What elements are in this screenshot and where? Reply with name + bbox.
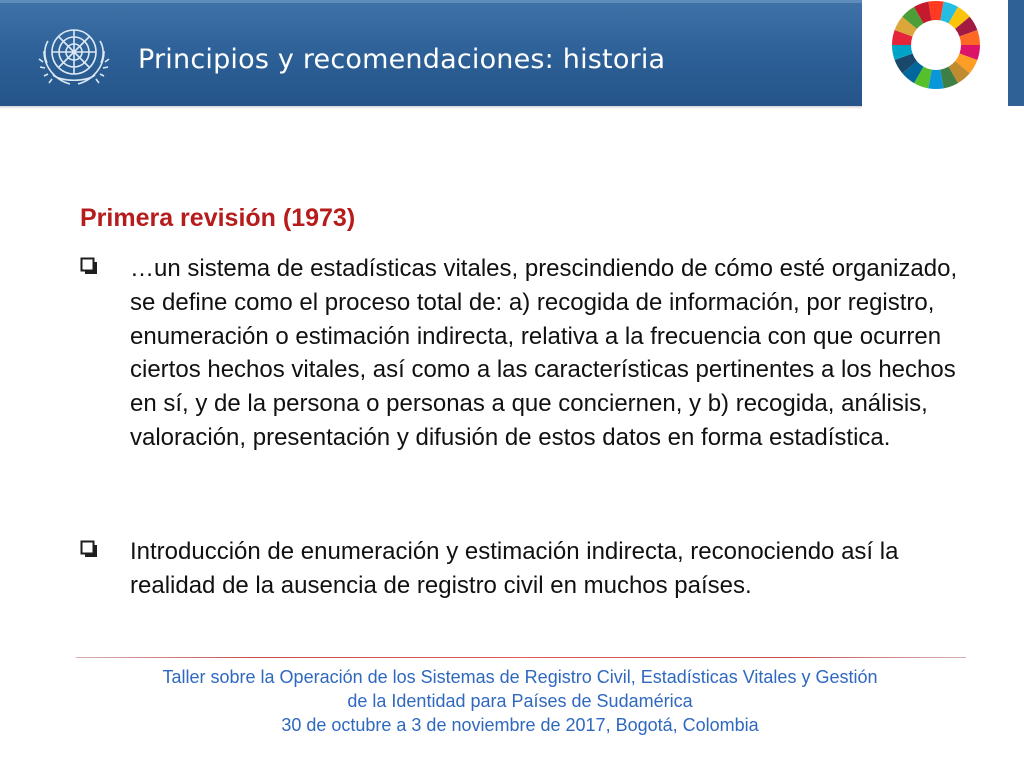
bullet-text: Introducción de enumeración y estimación indirecta, reconociendo así la realidad de la ausencia de registro civil en muchos países. (130, 538, 899, 599)
checkbox-bullet-icon (80, 540, 98, 558)
bullet-item (80, 252, 960, 455)
un-emblem-icon (31, 18, 117, 90)
footer-divider (76, 657, 966, 658)
checkbox-bullet-icon (80, 257, 98, 275)
footer-line-1: Taller sobre la Operación de los Sistemas de Registro Civil, Estadísticas Vitales y Gestión (162, 667, 878, 687)
footer-line-3: 30 de octubre a 3 de noviembre de 2017, Bogotá, Colombia (281, 715, 759, 735)
header-shadow (0, 106, 862, 109)
footer (60, 665, 980, 737)
sdg-wheel-icon (874, 0, 998, 106)
bullet-text: …un sistema de estadísticas vitales, prescindiendo de cómo esté organizado, se define como el proceso total de: a) recogida de información, por registro, enumeración o estimación indirecta, relativa a la frecuencia con que ocurren ciertos hechos vitales, así como a las características pertinentes a los hechos en sí, y de la persona o personas a que conciernen, y b) recogida, análisis, valoración, presentación y difusión de estos datos en forma estadística. (130, 255, 958, 451)
page-title: Principios y recomendaciones: historia (138, 44, 666, 75)
header-bar (0, 0, 862, 106)
footer-line-2: de la Identidad para Países de Sudamérica (347, 691, 693, 711)
bullet-item (80, 535, 960, 603)
section-title: Primera revisión (1973) (80, 204, 356, 232)
header-right-strip (1008, 0, 1024, 106)
header-top-border (0, 0, 862, 3)
